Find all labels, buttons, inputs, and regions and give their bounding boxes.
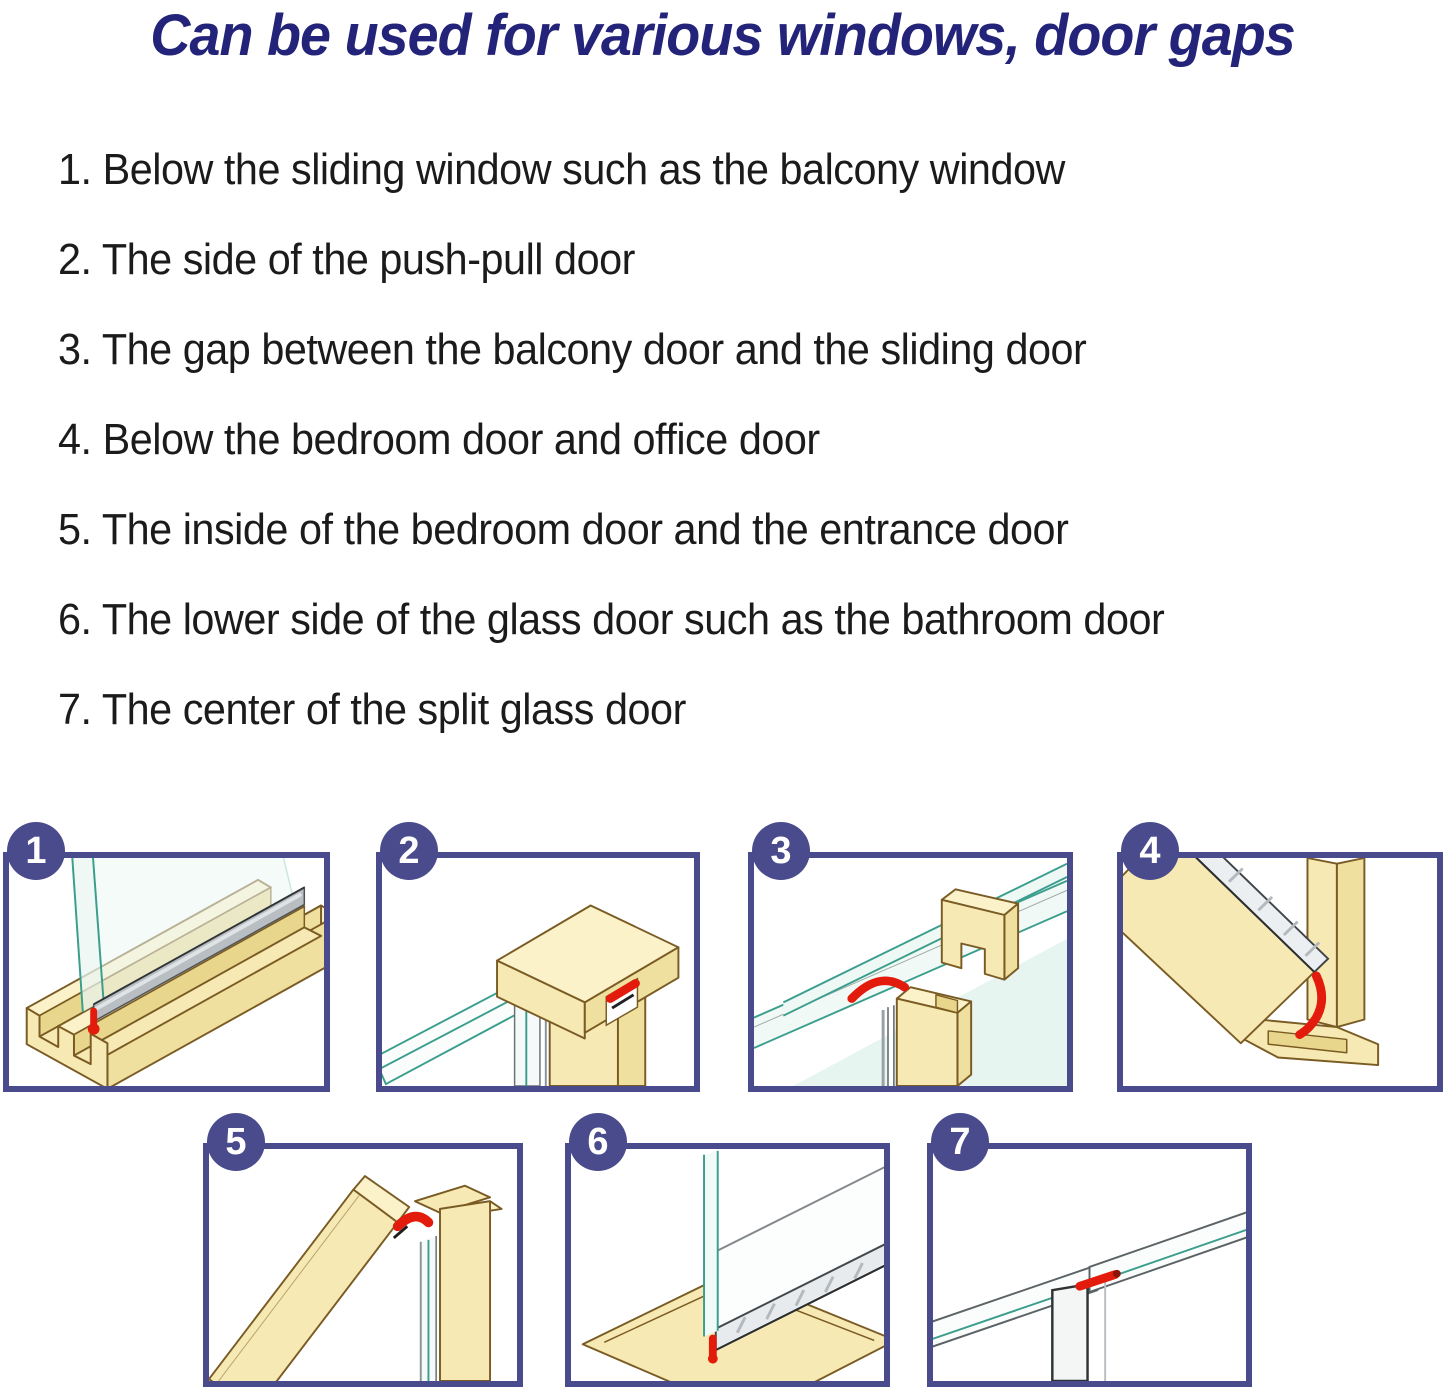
illustration-sliding-window-track xyxy=(9,858,324,1086)
glass-edge-lines xyxy=(704,1151,718,1337)
illustration-door-bottom-seal xyxy=(1123,858,1437,1086)
panel-center-split-glass-door xyxy=(927,1120,1252,1387)
panel-number-badge: 3 xyxy=(752,822,810,880)
panel-number-badge: 6 xyxy=(569,1113,627,1171)
use-case-item-3: 3. The gap between the balcony door and the sliding door xyxy=(58,325,1087,374)
panel-below-bedroom-office-door xyxy=(1117,829,1443,1092)
page-title: Can be used for various windows, door gaps xyxy=(150,3,1295,68)
illustration-split-glass-door-center xyxy=(933,1149,1246,1381)
use-case-item-5: 5. The inside of the bedroom door and the entrance door xyxy=(58,505,1069,554)
panel-lower-side-glass-door xyxy=(565,1120,890,1387)
use-case-list xyxy=(58,145,1235,778)
use-case-item-1: 1. Below the sliding window such as the balcony window xyxy=(58,145,1065,194)
illustration-door-inside-seal xyxy=(209,1149,517,1381)
use-case-item-7: 7. The center of the split glass door xyxy=(58,685,686,734)
panel-number-badge: 7 xyxy=(931,1113,989,1171)
panel-below-sliding-window xyxy=(3,829,330,1092)
panel-number-badge: 4 xyxy=(1121,822,1179,880)
panel-gap-between-balcony-and-sliding-door xyxy=(748,829,1073,1092)
wood-frame xyxy=(209,1176,502,1381)
red-seal-accent xyxy=(394,1217,429,1238)
red-seal-accent xyxy=(708,1338,718,1363)
panel-side-of-push-pull-door xyxy=(376,829,700,1092)
use-case-item-6: 6. The lower side of the glass door such as the bathroom door xyxy=(58,595,1165,644)
panel-number-badge: 1 xyxy=(7,822,65,880)
glass-pane xyxy=(421,1236,436,1381)
use-case-item-2: 2. The side of the push-pull door xyxy=(58,235,635,284)
panel-inside-bedroom-entrance-door xyxy=(203,1120,523,1387)
illustration-glass-door-bottom-seal xyxy=(571,1149,884,1381)
glass-pane xyxy=(933,1211,1246,1381)
panel-number-badge: 5 xyxy=(207,1113,265,1171)
illustration-push-pull-door-side xyxy=(382,858,694,1086)
panel-number-badge: 2 xyxy=(380,822,438,880)
illustration-balcony-sliding-door-gap xyxy=(754,858,1067,1086)
use-case-item-4: 4. Below the bedroom door and office door xyxy=(58,415,820,464)
